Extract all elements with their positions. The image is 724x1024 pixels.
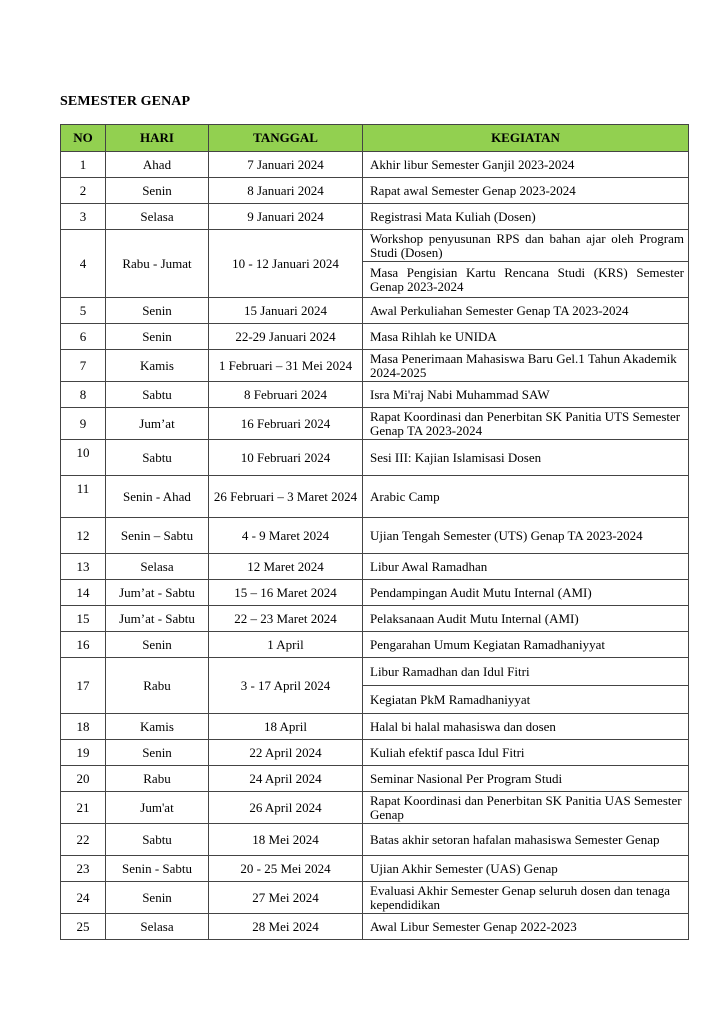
cell-hari: Senin [106, 178, 209, 204]
cell-tanggal: 15 – 16 Maret 2024 [209, 580, 363, 606]
cell-no: 5 [61, 298, 106, 324]
cell-kegiatan: Masa Penerimaan Mahasiswa Baru Gel.1 Tahun Akademik 2024-2025 [363, 350, 689, 382]
cell-no: 23 [61, 856, 106, 882]
cell-hari: Selasa [106, 914, 209, 940]
cell-tanggal: 20 - 25 Mei 2024 [209, 856, 363, 882]
cell-hari: Rabu - Jumat [106, 230, 209, 298]
cell-hari: Sabtu [106, 824, 209, 856]
academic-calendar-table [60, 124, 689, 940]
cell-tanggal: 1 April [209, 632, 363, 658]
cell-kegiatan: Masa Pengisian Kartu Rencana Studi (KRS) Semester Genap 2023-2024 [363, 262, 689, 298]
cell-no: 16 [61, 632, 106, 658]
cell-hari: Rabu [106, 658, 209, 714]
column-header-hari: HARI [106, 125, 209, 152]
cell-kegiatan: Rapat awal Semester Genap 2023-2024 [363, 178, 689, 204]
cell-kegiatan: Ujian Tengah Semester (UTS) Genap TA 2023-2024 [363, 518, 689, 554]
table-row [61, 408, 689, 440]
cell-hari: Senin [106, 632, 209, 658]
cell-no: 8 [61, 382, 106, 408]
cell-tanggal: 1 Februari – 31 Mei 2024 [209, 350, 363, 382]
cell-no: 14 [61, 580, 106, 606]
table-row [61, 298, 689, 324]
cell-kegiatan: Awal Libur Semester Genap 2022-2023 [363, 914, 689, 940]
table-row [61, 714, 689, 740]
cell-no: 9 [61, 408, 106, 440]
cell-tanggal: 18 Mei 2024 [209, 824, 363, 856]
cell-hari: Senin [106, 740, 209, 766]
cell-hari: Kamis [106, 714, 209, 740]
cell-no: 10 [61, 440, 106, 476]
cell-no: 15 [61, 606, 106, 632]
cell-hari: Jum’at - Sabtu [106, 606, 209, 632]
table-row [61, 914, 689, 940]
table-row [61, 476, 689, 518]
cell-tanggal: 28 Mei 2024 [209, 914, 363, 940]
cell-kegiatan: Rapat Koordinasi dan Penerbitan SK Panitia UAS Semester Genap [363, 792, 689, 824]
cell-hari: Senin [106, 298, 209, 324]
cell-kegiatan: Halal bi halal mahasiswa dan dosen [363, 714, 689, 740]
cell-no: 7 [61, 350, 106, 382]
cell-no: 11 [61, 476, 106, 518]
cell-tanggal: 10 Februari 2024 [209, 440, 363, 476]
cell-hari: Ahad [106, 152, 209, 178]
cell-no: 2 [61, 178, 106, 204]
cell-no: 3 [61, 204, 106, 230]
cell-tanggal: 8 Januari 2024 [209, 178, 363, 204]
cell-hari: Jum’at [106, 408, 209, 440]
cell-no: 13 [61, 554, 106, 580]
cell-no: 6 [61, 324, 106, 350]
cell-hari: Sabtu [106, 382, 209, 408]
cell-kegiatan: Masa Rihlah ke UNIDA [363, 324, 689, 350]
cell-tanggal: 9 Januari 2024 [209, 204, 363, 230]
cell-no: 12 [61, 518, 106, 554]
cell-no: 22 [61, 824, 106, 856]
cell-no: 18 [61, 714, 106, 740]
cell-hari: Senin - Sabtu [106, 856, 209, 882]
column-header-no: NO [61, 125, 106, 152]
cell-no: 25 [61, 914, 106, 940]
cell-hari: Senin - Ahad [106, 476, 209, 518]
table-row [61, 580, 689, 606]
cell-kegiatan: Evaluasi Akhir Semester Genap seluruh dosen dan tenaga kependidikan [363, 882, 689, 914]
cell-kegiatan: Pelaksanaan Audit Mutu Internal (AMI) [363, 606, 689, 632]
cell-tanggal: 8 Februari 2024 [209, 382, 363, 408]
cell-kegiatan: Batas akhir setoran hafalan mahasiswa Semester Genap [363, 824, 689, 856]
cell-tanggal: 22 – 23 Maret 2024 [209, 606, 363, 632]
cell-kegiatan: Pendampingan Audit Mutu Internal (AMI) [363, 580, 689, 606]
cell-tanggal: 24 April 2024 [209, 766, 363, 792]
cell-tanggal: 27 Mei 2024 [209, 882, 363, 914]
cell-hari: Senin [106, 882, 209, 914]
cell-kegiatan: Sesi III: Kajian Islamisasi Dosen [363, 440, 689, 476]
cell-kegiatan: Kegiatan PkM Ramadhaniyyat [363, 686, 689, 714]
table-row [61, 178, 689, 204]
cell-hari: Selasa [106, 204, 209, 230]
cell-hari: Selasa [106, 554, 209, 580]
cell-hari: Jum'at [106, 792, 209, 824]
column-header-tanggal: TANGGAL [209, 125, 363, 152]
cell-kegiatan: Libur Ramadhan dan Idul Fitri [363, 658, 689, 686]
cell-tanggal: 22-29 Januari 2024 [209, 324, 363, 350]
cell-no: 20 [61, 766, 106, 792]
table-row [61, 204, 689, 230]
table-row [61, 824, 689, 856]
cell-kegiatan: Registrasi Mata Kuliah (Dosen) [363, 204, 689, 230]
table-header [61, 125, 689, 152]
page-title: SEMESTER GENAP [60, 94, 191, 109]
cell-kegiatan: Akhir libur Semester Ganjil 2023-2024 [363, 152, 689, 178]
table-row [61, 882, 689, 914]
cell-no: 1 [61, 152, 106, 178]
cell-hari: Sabtu [106, 440, 209, 476]
cell-tanggal: 3 - 17 April 2024 [209, 658, 363, 714]
table-row [61, 518, 689, 554]
column-header-kegiatan: KEGIATAN [363, 125, 689, 152]
cell-no: 17 [61, 658, 106, 714]
table-row [61, 766, 689, 792]
cell-kegiatan: Arabic Camp [363, 476, 689, 518]
cell-tanggal: 26 April 2024 [209, 792, 363, 824]
cell-kegiatan: Seminar Nasional Per Program Studi [363, 766, 689, 792]
table-body [61, 152, 689, 940]
cell-hari: Kamis [106, 350, 209, 382]
table-row [61, 324, 689, 350]
table-row [61, 152, 689, 178]
table-row [61, 440, 689, 476]
cell-tanggal: 22 April 2024 [209, 740, 363, 766]
cell-kegiatan: Isra Mi'raj Nabi Muhammad SAW [363, 382, 689, 408]
cell-tanggal: 16 Februari 2024 [209, 408, 363, 440]
cell-kegiatan: Ujian Akhir Semester (UAS) Genap [363, 856, 689, 882]
header-row [61, 125, 689, 152]
cell-tanggal: 4 - 9 Maret 2024 [209, 518, 363, 554]
table-row [61, 382, 689, 408]
cell-tanggal: 26 Februari – 3 Maret 2024 [209, 476, 363, 518]
cell-tanggal: 15 Januari 2024 [209, 298, 363, 324]
cell-kegiatan: Pengarahan Umum Kegiatan Ramadhaniyyat [363, 632, 689, 658]
cell-tanggal: 18 April [209, 714, 363, 740]
table-row [61, 554, 689, 580]
cell-hari: Jum’at - Sabtu [106, 580, 209, 606]
cell-no: 21 [61, 792, 106, 824]
cell-no: 24 [61, 882, 106, 914]
cell-hari: Senin [106, 324, 209, 350]
table-row [61, 230, 689, 262]
cell-kegiatan: Libur Awal Ramadhan [363, 554, 689, 580]
cell-tanggal: 10 - 12 Januari 2024 [209, 230, 363, 298]
table-row [61, 350, 689, 382]
table-row [61, 658, 689, 686]
table-row [61, 792, 689, 824]
cell-tanggal: 7 Januari 2024 [209, 152, 363, 178]
cell-no: 19 [61, 740, 106, 766]
cell-no: 4 [61, 230, 106, 298]
cell-hari: Senin – Sabtu [106, 518, 209, 554]
cell-kegiatan: Awal Perkuliahan Semester Genap TA 2023-2024 [363, 298, 689, 324]
table-row [61, 606, 689, 632]
table-row [61, 856, 689, 882]
table-row [61, 632, 689, 658]
table-row [61, 740, 689, 766]
cell-kegiatan: Workshop penyusunan RPS dan bahan ajar oleh Program Studi (Dosen) [363, 230, 689, 262]
cell-tanggal: 12 Maret 2024 [209, 554, 363, 580]
cell-hari: Rabu [106, 766, 209, 792]
cell-kegiatan: Rapat Koordinasi dan Penerbitan SK Panitia UTS Semester Genap TA 2023-2024 [363, 408, 689, 440]
cell-kegiatan: Kuliah efektif pasca Idul Fitri [363, 740, 689, 766]
